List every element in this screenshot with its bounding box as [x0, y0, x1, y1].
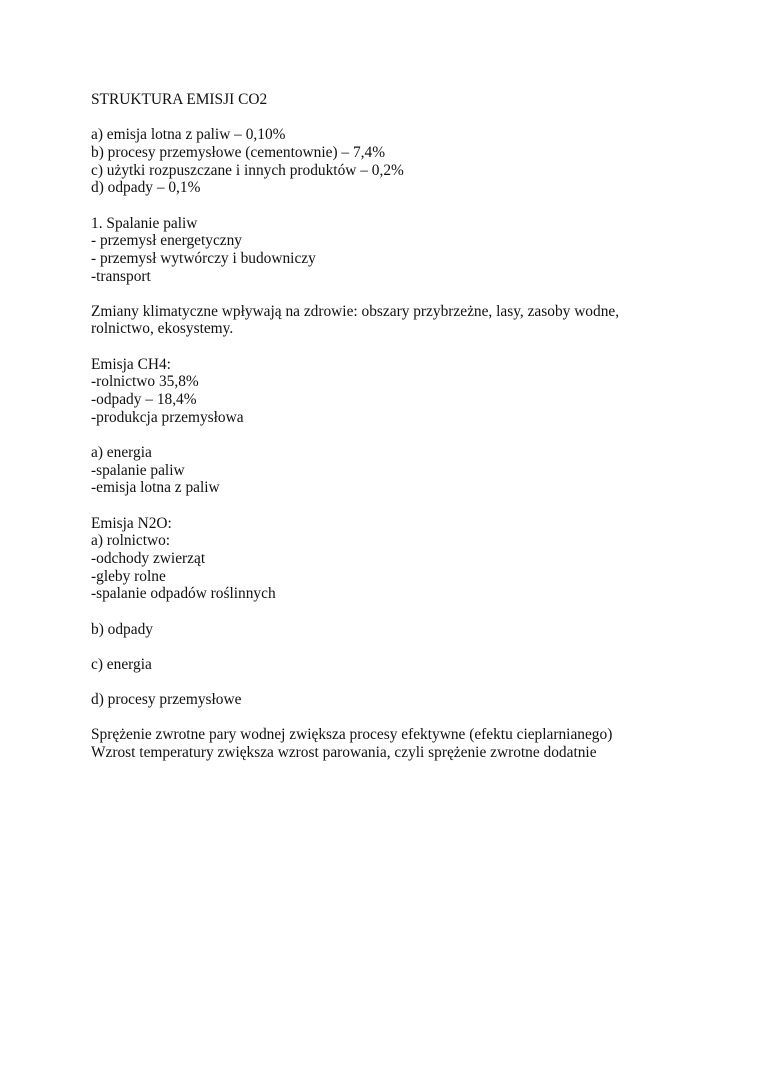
climate-health-paragraph [91, 303, 711, 338]
list-item: -spalanie paliw [91, 461, 185, 479]
blank-line [91, 638, 711, 656]
list-item: d) odpady – 0,1% [91, 179, 201, 197]
industrial-processes-item: d) procesy przemysłowe [91, 691, 242, 709]
list-item: -rolnictwo 35,8% [91, 373, 199, 391]
blank-line [91, 497, 711, 515]
blank-line [91, 709, 711, 727]
ch4-emission-section [91, 356, 711, 427]
list-item: a) emisja lotna z paliw – 0,10% [91, 126, 286, 144]
feedback-paragraph [91, 726, 711, 761]
list-item: -odpady – 18,4% [91, 391, 197, 409]
blank-line [91, 338, 711, 356]
list-item: -gleby rolne [91, 567, 166, 585]
section-heading: Emisja N2O: [91, 514, 172, 532]
paragraph-line: Wzrost temperatury zwiększa wzrost parowania, czyli sprężenie zwrotne dodatnie [91, 744, 597, 762]
section-heading: Emisja CH4: [91, 355, 171, 373]
energy-item: c) energia [91, 655, 152, 673]
blank-line [91, 603, 711, 621]
energy-section [91, 444, 711, 497]
blank-line [91, 197, 711, 215]
list-item: -odchody zwierząt [91, 549, 206, 567]
section-heading: a) energia [91, 444, 152, 462]
waste-item: b) odpady [91, 620, 153, 638]
document-body [91, 91, 711, 762]
section-heading: 1. Spalanie paliw [91, 214, 198, 232]
list-item: c) użytki rozpuszczane i innych produktów – 0,2% [91, 161, 404, 179]
blank-line [91, 109, 711, 127]
paragraph-line: rolnictwo, ekosystemy. [91, 320, 234, 338]
list-item: a) rolnictwo: [91, 532, 171, 550]
list-item: - przemysł wytwórczy i budowniczy [91, 249, 316, 267]
fuel-combustion-section [91, 215, 711, 286]
blank-line [91, 426, 711, 444]
list-item: -produkcja przemysłowa [91, 408, 244, 426]
blank-line [91, 285, 711, 303]
document-title: STRUKTURA EMISJI CO2 [91, 91, 268, 108]
co2-structure-list [91, 126, 711, 197]
list-item: -emisja lotna z paliw [91, 479, 220, 497]
list-item: -transport [91, 267, 151, 285]
list-item: b) procesy przemysłowe (cementownie) – 7,4% [91, 143, 386, 161]
list-item: -spalanie odpadów roślinnych [91, 585, 276, 603]
blank-line [91, 674, 711, 692]
paragraph-line: Zmiany klimatyczne wpływają na zdrowie: obszary przybrzeżne, lasy, zasoby wodne, [91, 302, 620, 320]
n2o-emission-section [91, 515, 711, 603]
paragraph-line: Sprężenie zwrotne pary wodnej zwiększa procesy efektywne (efektu cieplarnianego) [91, 726, 613, 744]
list-item: - przemysł energetyczny [91, 232, 242, 250]
